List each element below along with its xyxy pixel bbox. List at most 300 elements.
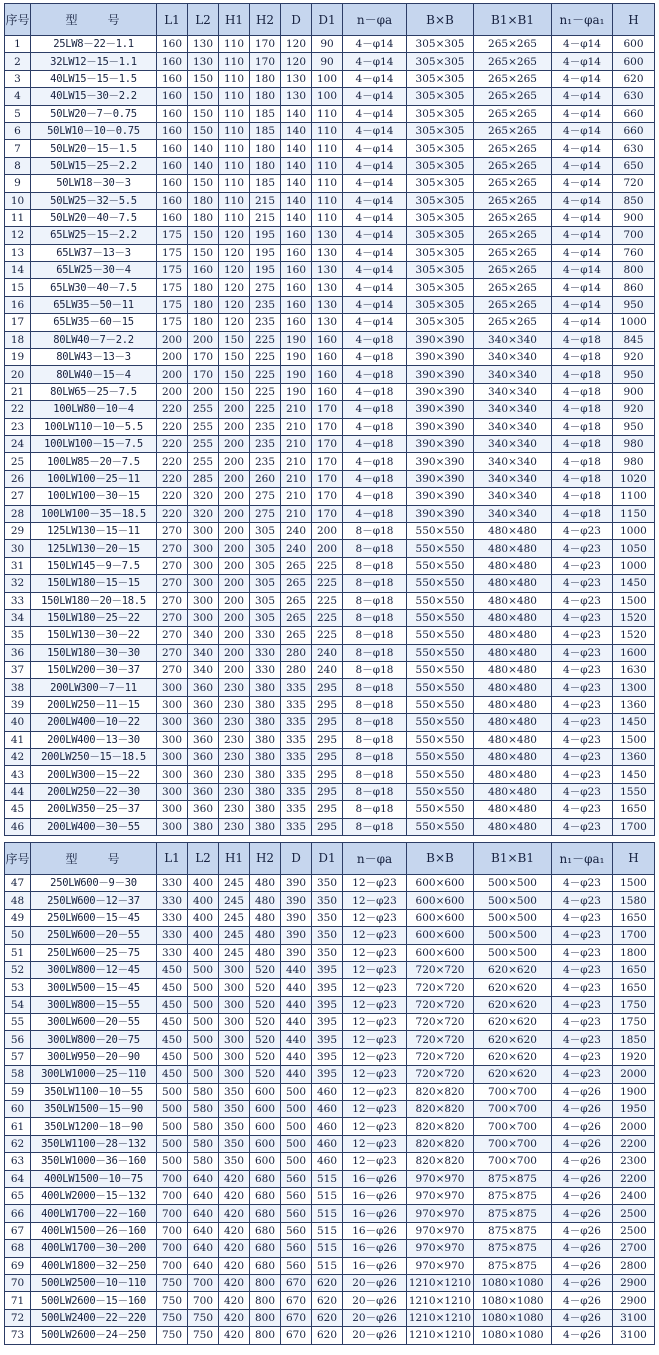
table-cell: 14 xyxy=(5,262,31,279)
table-cell: 620×620 xyxy=(474,961,552,978)
table-cell: 550×550 xyxy=(407,557,474,574)
header-cell: 序号 xyxy=(5,842,31,874)
table-cell: 190 xyxy=(281,366,312,383)
table-cell: 54 xyxy=(5,996,31,1013)
table-cell: 520 xyxy=(250,1048,281,1065)
table-cell: 305×305 xyxy=(407,192,474,209)
table-row xyxy=(5,296,655,313)
table-row xyxy=(5,714,655,731)
table-cell: 160 xyxy=(157,88,188,105)
table-cell: 680 xyxy=(250,1222,281,1239)
model-cell: 50LW15－25－2.2 xyxy=(31,157,157,174)
table-cell: 600 xyxy=(613,53,655,70)
table-cell: 460 xyxy=(312,1118,343,1135)
table-row xyxy=(5,1083,655,1100)
table-row xyxy=(5,609,655,626)
model-cell: 80LW40－7－2.2 xyxy=(31,331,157,348)
table-cell: 460 xyxy=(312,1153,343,1170)
table-cell: 110 xyxy=(219,192,250,209)
header-cell: H1 xyxy=(219,4,250,36)
table-cell: 440 xyxy=(281,1014,312,1031)
table-cell: 970×970 xyxy=(407,1222,474,1239)
table-cell: 185 xyxy=(250,175,281,192)
table-cell: 400 xyxy=(188,892,219,909)
table-row xyxy=(5,227,655,244)
table-cell: 1150 xyxy=(613,505,655,522)
model-cell: 50LW18－30－3 xyxy=(31,175,157,192)
table-cell: 8－φ18 xyxy=(343,696,407,713)
model-cell: 100LW100－25－11 xyxy=(31,470,157,487)
table-row xyxy=(5,749,655,766)
table-row xyxy=(5,1327,655,1344)
table-cell: 19 xyxy=(5,349,31,366)
table-cell: 160 xyxy=(312,349,343,366)
table-cell: 350 xyxy=(312,944,343,961)
table-cell: 7 xyxy=(5,140,31,157)
table-cell: 335 xyxy=(281,783,312,800)
table-cell: 4－φ26 xyxy=(552,1274,613,1291)
table-cell: 620 xyxy=(312,1309,343,1326)
table-row xyxy=(5,1292,655,1309)
table-cell: 600×600 xyxy=(407,944,474,961)
table-cell: 320 xyxy=(188,505,219,522)
table-cell: 175 xyxy=(157,227,188,244)
table-cell: 12－φ23 xyxy=(343,1048,407,1065)
table-cell: 265×265 xyxy=(474,227,552,244)
table-row xyxy=(5,209,655,226)
table-cell: 500 xyxy=(188,996,219,1013)
table-cell: 305×305 xyxy=(407,296,474,313)
table-cell: 300 xyxy=(157,801,188,818)
table-cell: 160 xyxy=(312,331,343,348)
header-cell: n－φa xyxy=(343,842,407,874)
table-cell: 305×305 xyxy=(407,244,474,261)
table-cell: 56 xyxy=(5,1031,31,1048)
table-row xyxy=(5,696,655,713)
table-cell: 520 xyxy=(250,961,281,978)
table-cell: 48 xyxy=(5,892,31,909)
table-cell: 300 xyxy=(219,1066,250,1083)
table-cell: 440 xyxy=(281,979,312,996)
table-cell: 750 xyxy=(157,1309,188,1326)
table-cell: 1020 xyxy=(613,470,655,487)
table-cell: 16－φ26 xyxy=(343,1170,407,1187)
table-cell: 305×305 xyxy=(407,175,474,192)
model-cell: 150LW145－9－7.5 xyxy=(31,557,157,574)
table-cell: 210 xyxy=(281,488,312,505)
spec-sheet xyxy=(4,3,654,1345)
table-cell: 265 xyxy=(281,557,312,574)
table-cell: 900 xyxy=(613,383,655,400)
table-cell: 4－φ14 xyxy=(343,314,407,331)
table-cell: 420 xyxy=(219,1309,250,1326)
table-cell: 750 xyxy=(188,1309,219,1326)
table-cell: 1500 xyxy=(613,731,655,748)
table-cell: 235 xyxy=(250,435,281,452)
table-cell: 265 xyxy=(281,609,312,626)
table-cell: 4－φ26 xyxy=(552,1188,613,1205)
table-cell: 600 xyxy=(613,36,655,53)
table-cell: 51 xyxy=(5,944,31,961)
model-cell: 65LW30－40－7.5 xyxy=(31,279,157,296)
table-cell: 330 xyxy=(250,662,281,679)
table-cell: 4－φ23 xyxy=(552,874,613,891)
table-cell: 305×305 xyxy=(407,36,474,53)
header-cell: L2 xyxy=(188,842,219,874)
table-cell: 920 xyxy=(613,349,655,366)
table-cell: 4－φ18 xyxy=(552,331,613,348)
table-cell: 2000 xyxy=(613,1118,655,1135)
table-cell: 380 xyxy=(250,766,281,783)
table-cell: 265×265 xyxy=(474,122,552,139)
table-cell: 130 xyxy=(312,296,343,313)
table-cell: 1 xyxy=(5,36,31,53)
table-cell: 380 xyxy=(250,731,281,748)
table-row xyxy=(5,1031,655,1048)
table-cell: 700 xyxy=(157,1170,188,1187)
table-cell: 500 xyxy=(188,1031,219,1048)
table-cell: 20－φ26 xyxy=(343,1274,407,1291)
table-cell: 550×550 xyxy=(407,714,474,731)
table-cell: 265×265 xyxy=(474,192,552,209)
table-cell: 280 xyxy=(281,644,312,661)
table-cell: 305×305 xyxy=(407,227,474,244)
table-cell: 5 xyxy=(5,105,31,122)
table-cell: 460 xyxy=(312,1083,343,1100)
table-cell: 4－φ26 xyxy=(552,1205,613,1222)
table-row xyxy=(5,157,655,174)
table-cell: 875×875 xyxy=(474,1188,552,1205)
table-cell: 150 xyxy=(219,349,250,366)
table-cell: 230 xyxy=(219,818,250,835)
table-cell: 4－φ14 xyxy=(343,53,407,70)
table-cell: 680 xyxy=(250,1257,281,1274)
table-row xyxy=(5,1170,655,1187)
table-cell: 8－φ18 xyxy=(343,575,407,592)
table-cell: 8－φ18 xyxy=(343,609,407,626)
table-cell: 4－φ18 xyxy=(343,488,407,505)
model-cell: 350LW1100－10－55 xyxy=(31,1083,157,1100)
table-cell: 170 xyxy=(250,53,281,70)
table-cell: 340 xyxy=(188,662,219,679)
table-cell: 230 xyxy=(219,749,250,766)
table-cell: 20－φ26 xyxy=(343,1292,407,1309)
table-cell: 220 xyxy=(157,453,188,470)
table-cell: 550×550 xyxy=(407,644,474,661)
table-cell: 4－φ23 xyxy=(552,662,613,679)
table-cell: 90 xyxy=(312,53,343,70)
table-row xyxy=(5,1066,655,1083)
table-cell: 4－φ18 xyxy=(552,505,613,522)
table-cell: 265×265 xyxy=(474,262,552,279)
table-cell: 1210×1210 xyxy=(407,1327,474,1344)
table-cell: 4－φ14 xyxy=(343,140,407,157)
table-cell: 180 xyxy=(188,192,219,209)
table-cell: 8－φ18 xyxy=(343,766,407,783)
table-cell: 200 xyxy=(219,644,250,661)
model-cell: 50LW20－7－0.75 xyxy=(31,105,157,122)
table-cell: 4－φ14 xyxy=(343,105,407,122)
table-cell: 130 xyxy=(188,53,219,70)
model-cell: 100LW110－10－5.5 xyxy=(31,418,157,435)
table-cell: 265×265 xyxy=(474,279,552,296)
table-cell: 8－φ18 xyxy=(343,783,407,800)
table-cell: 700 xyxy=(157,1222,188,1239)
table-cell: 50 xyxy=(5,927,31,944)
table-row xyxy=(5,262,655,279)
model-cell: 200LW300－7－11 xyxy=(31,679,157,696)
model-cell: 40LW15－30－2.2 xyxy=(31,88,157,105)
table-cell: 210 xyxy=(281,418,312,435)
table-cell: 4－φ14 xyxy=(343,227,407,244)
table-cell: 200 xyxy=(219,401,250,418)
table-cell: 200 xyxy=(157,383,188,400)
table-cell: 350 xyxy=(312,927,343,944)
table-cell: 220 xyxy=(157,418,188,435)
table-cell: 53 xyxy=(5,979,31,996)
table-cell: 750 xyxy=(157,1292,188,1309)
table-cell: 620 xyxy=(312,1327,343,1344)
table-cell: 110 xyxy=(219,157,250,174)
table-cell: 390×390 xyxy=(407,435,474,452)
table-cell: 8－φ18 xyxy=(343,644,407,661)
model-cell: 300LW600－20－55 xyxy=(31,1014,157,1031)
table-cell: 265×265 xyxy=(474,314,552,331)
table-cell: 1700 xyxy=(613,818,655,835)
table-cell: 4－φ18 xyxy=(343,435,407,452)
table-cell: 380 xyxy=(250,801,281,818)
table-cell: 420 xyxy=(219,1240,250,1257)
table-cell: 480×480 xyxy=(474,818,552,835)
table-cell: 305 xyxy=(250,557,281,574)
table-cell: 4－φ14 xyxy=(552,70,613,87)
table-cell: 2700 xyxy=(613,1240,655,1257)
table-cell: 220 xyxy=(157,488,188,505)
header-cell: n₁－φa₁ xyxy=(552,842,613,874)
table-cell: 52 xyxy=(5,961,31,978)
table-cell: 35 xyxy=(5,627,31,644)
table-cell: 150 xyxy=(188,88,219,105)
table-cell: 150 xyxy=(219,383,250,400)
table-cell: 480×480 xyxy=(474,731,552,748)
header-cell: L2 xyxy=(188,4,219,36)
table-cell: 1080×1080 xyxy=(474,1292,552,1309)
table-cell: 20 xyxy=(5,366,31,383)
table-cell: 620×620 xyxy=(474,996,552,1013)
table-cell: 4－φ23 xyxy=(552,961,613,978)
table-cell: 16－φ26 xyxy=(343,1188,407,1205)
table-row xyxy=(5,766,655,783)
table-cell: 110 xyxy=(312,175,343,192)
table-cell: 295 xyxy=(312,731,343,748)
table-cell: 170 xyxy=(312,401,343,418)
table-cell: 225 xyxy=(250,401,281,418)
table-cell: 500 xyxy=(188,979,219,996)
table-cell: 1650 xyxy=(613,909,655,926)
table-cell: 1750 xyxy=(613,996,655,1013)
table-cell: 64 xyxy=(5,1170,31,1187)
model-cell: 350LW1000－36－160 xyxy=(31,1153,157,1170)
table-cell: 700×700 xyxy=(474,1153,552,1170)
table-cell: 520 xyxy=(250,1031,281,1048)
table-cell: 340×340 xyxy=(474,401,552,418)
table-cell: 4－φ23 xyxy=(552,522,613,539)
table-cell: 1080×1080 xyxy=(474,1274,552,1291)
table-cell: 1850 xyxy=(613,1031,655,1048)
table-cell: 4－φ23 xyxy=(552,644,613,661)
header-cell: B1×B1 xyxy=(474,842,552,874)
table-cell: 34 xyxy=(5,609,31,626)
table-cell: 920 xyxy=(613,401,655,418)
table-row xyxy=(5,892,655,909)
table-cell: 450 xyxy=(157,979,188,996)
table-cell: 200 xyxy=(219,522,250,539)
table-cell: 110 xyxy=(219,122,250,139)
table-cell: 110 xyxy=(219,88,250,105)
table-row xyxy=(5,36,655,53)
table-cell: 480×480 xyxy=(474,801,552,818)
table-row xyxy=(5,122,655,139)
table-cell: 12－φ23 xyxy=(343,1014,407,1031)
table-cell: 2 xyxy=(5,53,31,70)
table-cell: 850 xyxy=(613,192,655,209)
table-cell: 270 xyxy=(157,627,188,644)
table-cell: 420 xyxy=(219,1257,250,1274)
table-cell: 210 xyxy=(281,505,312,522)
table-cell: 460 xyxy=(312,1135,343,1152)
table-cell: 1360 xyxy=(613,696,655,713)
table-cell: 225 xyxy=(312,592,343,609)
table-cell: 120 xyxy=(219,279,250,296)
table-cell: 4－φ26 xyxy=(552,1153,613,1170)
table-cell: 220 xyxy=(157,435,188,452)
spec-table-part-1 xyxy=(4,3,655,836)
table-cell: 66 xyxy=(5,1205,31,1222)
table-cell: 130 xyxy=(312,244,343,261)
table-cell: 620×620 xyxy=(474,979,552,996)
table-cell: 175 xyxy=(157,262,188,279)
table-cell: 1600 xyxy=(613,644,655,661)
table-cell: 200 xyxy=(219,557,250,574)
table-cell: 480×480 xyxy=(474,540,552,557)
table-cell: 8－φ18 xyxy=(343,801,407,818)
table-cell: 1500 xyxy=(613,592,655,609)
table-cell: 1000 xyxy=(613,314,655,331)
table-cell: 860 xyxy=(613,279,655,296)
table-row xyxy=(5,1153,655,1170)
table-row xyxy=(5,731,655,748)
model-cell: 250LW600－25－75 xyxy=(31,944,157,961)
table-cell: 21 xyxy=(5,383,31,400)
table-body-part-1 xyxy=(5,36,655,836)
table-cell: 200 xyxy=(312,540,343,557)
table-cell: 4－φ14 xyxy=(552,279,613,296)
table-row xyxy=(5,366,655,383)
model-cell: 400LW1800－32－250 xyxy=(31,1257,157,1274)
table-cell: 210 xyxy=(281,435,312,452)
table-cell: 28 xyxy=(5,505,31,522)
table-cell: 700×700 xyxy=(474,1101,552,1118)
table-row xyxy=(5,909,655,926)
table-cell: 950 xyxy=(613,366,655,383)
table-cell: 820×820 xyxy=(407,1153,474,1170)
table-cell: 4－φ23 xyxy=(552,1014,613,1031)
table-cell: 20－φ26 xyxy=(343,1327,407,1344)
table-cell: 700 xyxy=(188,1292,219,1309)
table-cell: 170 xyxy=(312,418,343,435)
table-cell: 450 xyxy=(157,961,188,978)
model-cell: 80LW65－25－7.5 xyxy=(31,383,157,400)
table-cell: 4－φ26 xyxy=(552,1257,613,1274)
table-cell: 640 xyxy=(188,1205,219,1222)
table-cell: 560 xyxy=(281,1257,312,1274)
model-cell: 32LW12－15－1.1 xyxy=(31,53,157,70)
table-cell: 160 xyxy=(157,140,188,157)
table-cell: 600 xyxy=(250,1101,281,1118)
table-cell: 390×390 xyxy=(407,488,474,505)
table-cell: 68 xyxy=(5,1240,31,1257)
table-cell: 515 xyxy=(312,1188,343,1205)
table-cell: 110 xyxy=(312,140,343,157)
model-cell: 150LW200－30－37 xyxy=(31,662,157,679)
table-cell: 360 xyxy=(188,679,219,696)
table-cell: 160 xyxy=(157,122,188,139)
table-cell: 27 xyxy=(5,488,31,505)
table-row xyxy=(5,349,655,366)
model-cell: 200LW250－22－30 xyxy=(31,783,157,800)
table-cell: 720×720 xyxy=(407,996,474,1013)
table-cell: 700 xyxy=(613,227,655,244)
table-cell: 200 xyxy=(219,662,250,679)
table-cell: 400 xyxy=(188,927,219,944)
table-cell: 950 xyxy=(613,418,655,435)
table-cell: 230 xyxy=(219,714,250,731)
table-cell: 750 xyxy=(157,1274,188,1291)
table-cell: 240 xyxy=(281,540,312,557)
model-cell: 100LW85－20－7.5 xyxy=(31,453,157,470)
table-cell: 4－φ23 xyxy=(552,818,613,835)
table-cell: 41 xyxy=(5,731,31,748)
table-cell: 4－φ23 xyxy=(552,731,613,748)
table-cell: 820×820 xyxy=(407,1135,474,1152)
table-cell: 305×305 xyxy=(407,70,474,87)
table-cell: 120 xyxy=(219,244,250,261)
model-cell: 50LW20－40－7.5 xyxy=(31,209,157,226)
table-cell: 225 xyxy=(250,331,281,348)
table-cell: 265 xyxy=(281,592,312,609)
table-cell: 4－φ14 xyxy=(552,296,613,313)
table-cell: 4－φ26 xyxy=(552,1309,613,1326)
table-cell: 305×305 xyxy=(407,279,474,296)
table-cell: 390×390 xyxy=(407,401,474,418)
table-cell: 480×480 xyxy=(474,609,552,626)
table-cell: 820×820 xyxy=(407,1118,474,1135)
table-cell: 3100 xyxy=(613,1309,655,1326)
table-cell: 37 xyxy=(5,662,31,679)
model-cell: 65LW35－50－11 xyxy=(31,296,157,313)
table-cell: 395 xyxy=(312,1066,343,1083)
table-row xyxy=(5,557,655,574)
model-cell: 100LW80－10－4 xyxy=(31,401,157,418)
table-cell: 500 xyxy=(157,1118,188,1135)
table-cell: 420 xyxy=(219,1205,250,1222)
table-cell: 670 xyxy=(281,1292,312,1309)
model-cell: 500LW2500－10－110 xyxy=(31,1274,157,1291)
table-cell: 200 xyxy=(188,331,219,348)
table-cell: 360 xyxy=(188,766,219,783)
table-cell: 24 xyxy=(5,435,31,452)
table-cell: 295 xyxy=(312,801,343,818)
